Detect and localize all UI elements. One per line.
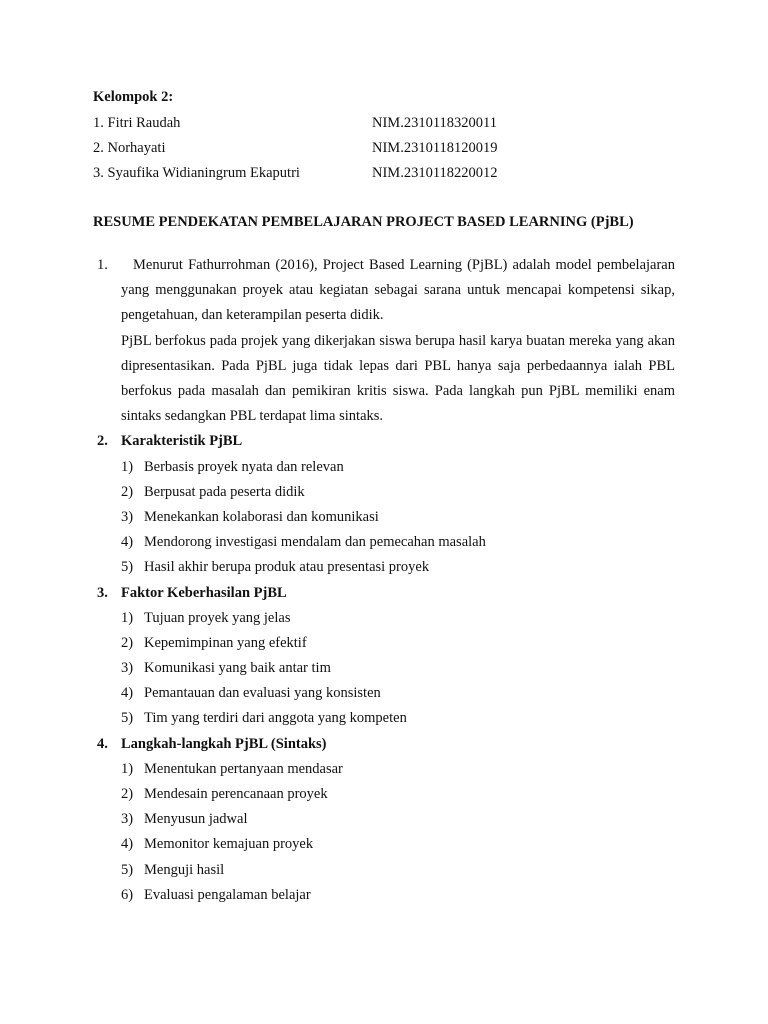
item-list [121,455,675,581]
section-syntax-steps [93,732,675,908]
list-item [121,807,675,832]
item-number: 1) [121,760,134,777]
section-characteristics [93,429,675,580]
member-row [93,161,675,186]
section-number: 2. [97,433,108,450]
list-item [121,480,675,505]
section-number: 1. [97,257,108,273]
member-name: 2. Norhayati [93,140,166,156]
document-title: RESUME PENDEKATAN PEMBELAJARAN PROJECT BASED LEARNING (PjBL) [93,214,634,230]
item-number: 4) [121,836,134,853]
section-heading: Langkah-langkah PjBL (Sintaks) [121,735,327,752]
item-text: Pemantauan dan evaluasi yang konsisten [144,685,381,702]
list-item [121,883,675,908]
list-item [121,681,675,706]
member-name: 3. Syaufika Widianingrum Ekaputri [93,165,300,181]
item-text: Hasil akhir berupa produk atau presentasi proyek [144,559,430,576]
member-nim: NIM.2310118320011 [372,115,497,131]
list-item [121,555,675,580]
member-row [93,136,675,161]
item-number: 4) [121,685,134,702]
list-item [121,455,675,480]
section-success-factors [93,581,675,732]
member-nim: NIM.2310118220012 [372,165,498,181]
item-text: Komunikasi yang baik antar tim [144,660,331,677]
section-number: 4. [97,735,108,752]
item-text: Menyusun jadwal [144,811,248,828]
item-text: Memonitor kemajuan proyek [144,836,314,853]
list-item [121,706,675,731]
member-nim: NIM.2310118120019 [372,140,498,156]
item-text: Menentukan pertanyaan mendasar [144,760,343,777]
list-item [121,656,675,681]
item-number: 5) [121,861,134,878]
item-number: 5) [121,710,134,727]
item-number: 2) [121,786,134,803]
list-item [121,631,675,656]
item-number: 4) [121,534,134,551]
item-text: Mendesain perencanaan proyek [144,786,328,803]
paragraph: PjBL berfokus pada projek yang dikerjakan siswa berupa hasil karya buatan mereka yang akan dipresentasikan. Pada PjBL juga tidak lepas dari PBL hanya saja perbedaannya ialah PBL berfokus pada masalah dan pemikiran kritis siswa. Pada langkah pun PjBL memiliki enam sintaks sedangkan PBL terdapat lima sintaks. [121,332,675,425]
item-number: 3) [121,508,134,525]
section-heading: Faktor Keberhasilan PjBL [121,584,287,601]
item-text: Menekankan kolaborasi dan komunikasi [144,508,379,525]
list-item [121,505,675,530]
item-text: Mendorong investigasi mendalam dan pemecahan masalah [144,534,486,551]
list-item [121,832,675,857]
item-list [121,606,675,732]
list-item [121,782,675,807]
item-number: 1) [121,609,134,626]
document-page [93,86,675,908]
list-item [121,530,675,555]
list-item [121,757,675,782]
item-text: Berpusat pada peserta didik [144,483,305,500]
item-text: Menguji hasil [144,861,225,878]
item-text: Tujuan proyek yang jelas [144,609,291,626]
member-row [93,111,675,136]
item-number: 3) [121,811,134,828]
item-text: Evaluasi pengalaman belajar [144,886,311,903]
item-number: 5) [121,559,134,576]
item-number: 2) [121,634,134,651]
list-item [121,606,675,631]
paragraph: Menurut Fathurrohman (2016), Project Based Learning (PjBL) adalah model pembelajaran yang menggunakan proyek atau kegiatan sebagai sarana untuk mencapai kompetensi sikap, pengetahuan, dan keterampilan peserta didik. [121,257,675,324]
section-heading: Karakteristik PjBL [121,433,243,450]
item-number: 3) [121,660,134,677]
item-text: Tim yang terdiri dari anggota yang kompeten [144,710,407,727]
section-number: 3. [97,584,108,601]
item-number: 6) [121,886,134,903]
item-text: Kepemimpinan yang efektif [144,634,307,651]
item-number: 2) [121,483,134,500]
list-item [121,858,675,883]
item-text: Berbasis proyek nyata dan relevan [144,458,344,475]
group-title: Kelompok 2: [93,89,174,105]
item-number: 1) [121,458,134,475]
member-name: 1. Fitri Raudah [93,115,181,131]
item-list [121,757,675,908]
section-definition [93,253,675,429]
